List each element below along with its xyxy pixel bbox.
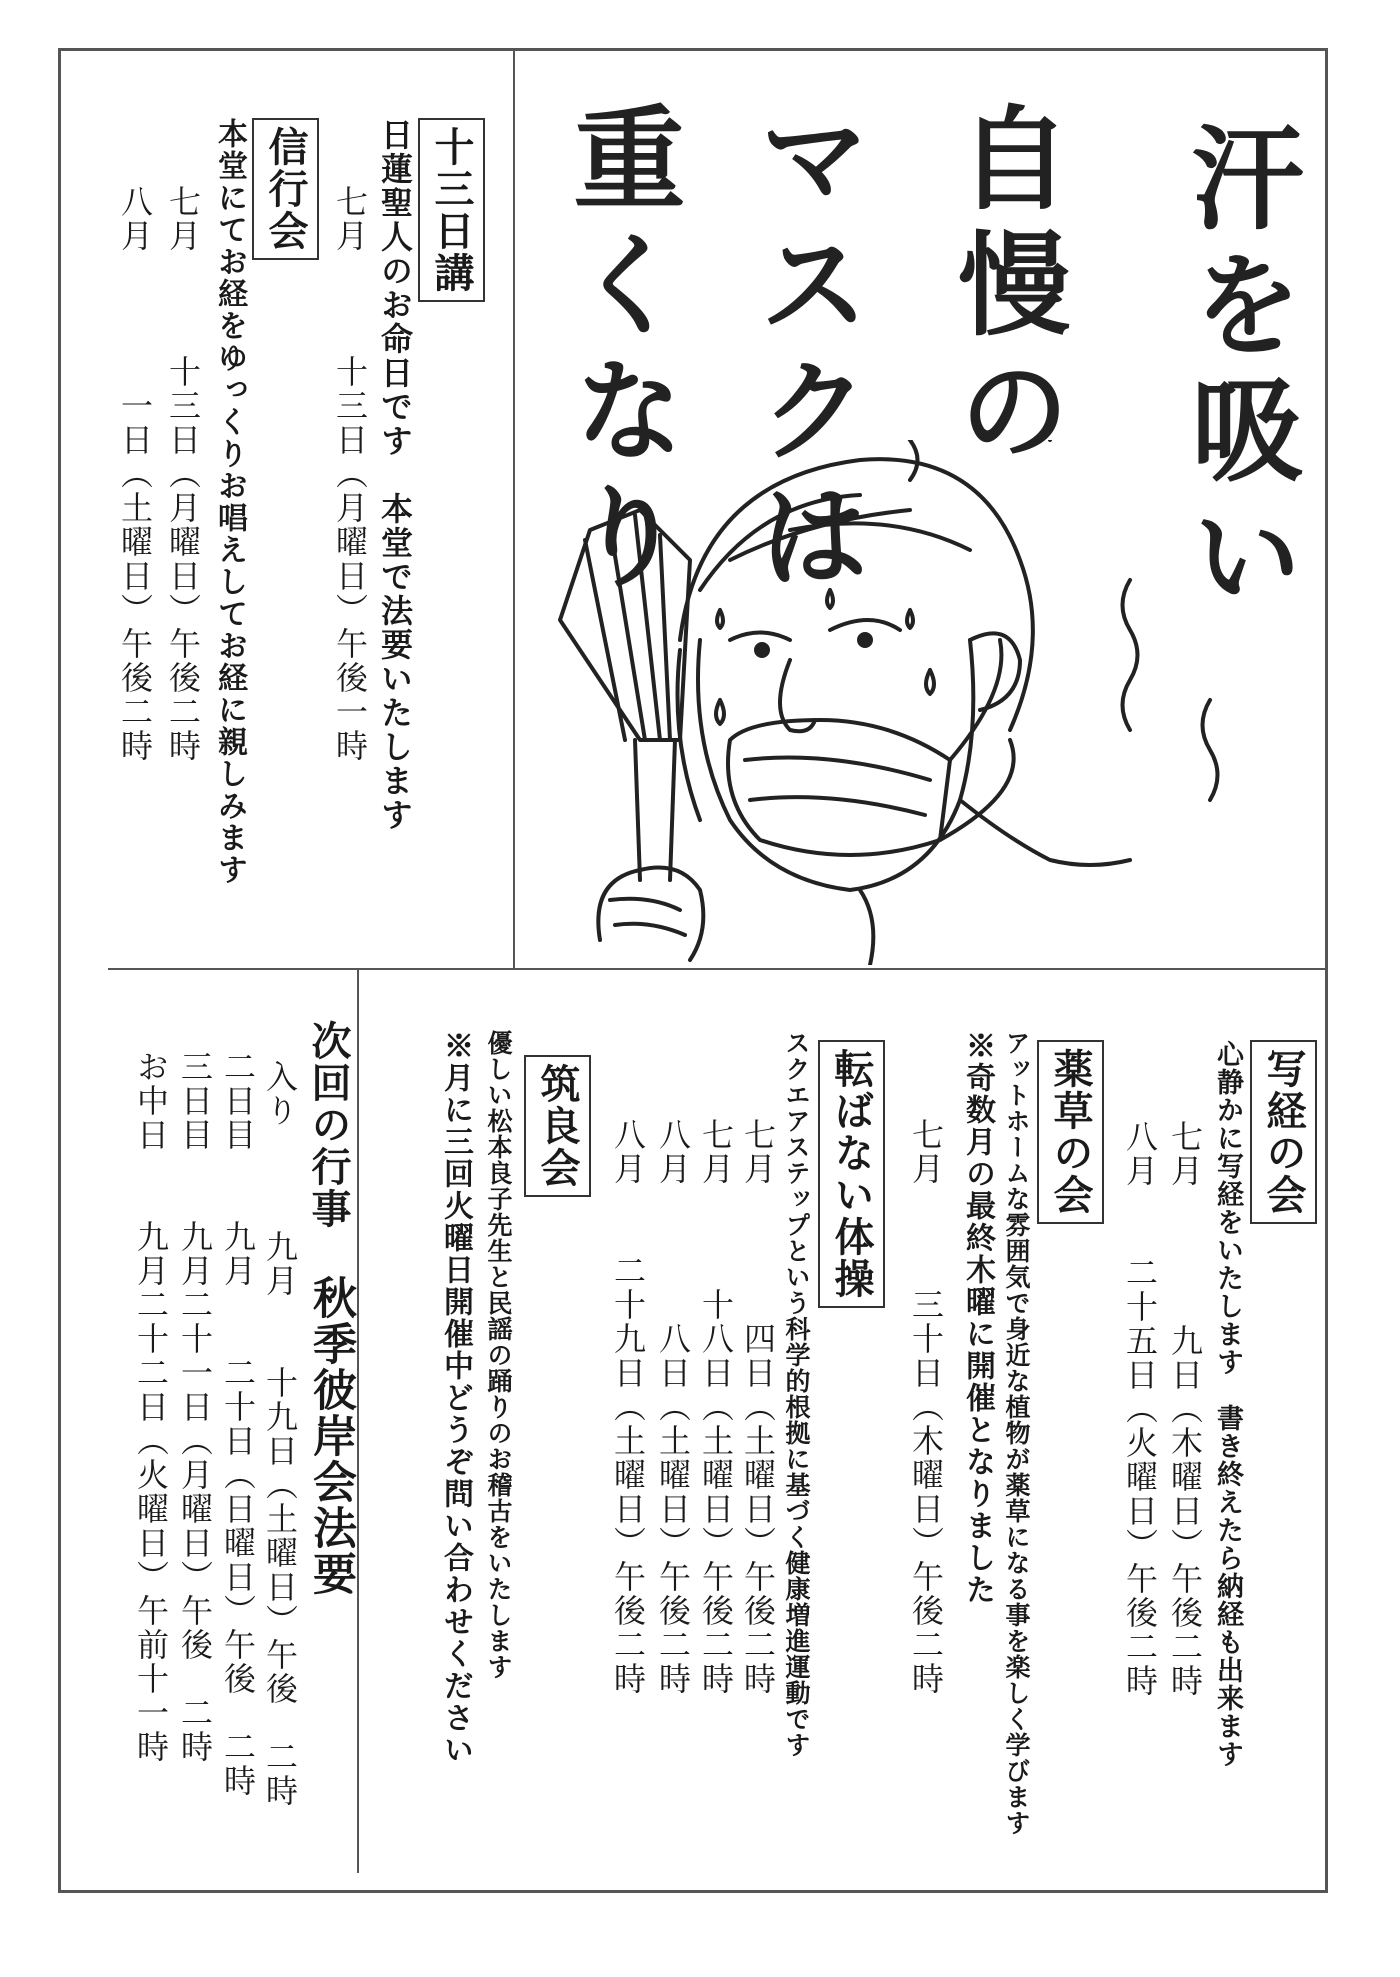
slogan-line-3: マスクは xyxy=(740,100,870,604)
jusan-nichi-ko-schedule: 七月 十三日（月曜日）午後一時 xyxy=(331,185,369,763)
next-event-schedule-1: 入り 九月 十九日（土曜日）午後 二時 xyxy=(261,1060,299,1808)
chikura-kai-description: 優しい松本良子先生と民謡の踊りのお稽古をいたします xyxy=(484,1030,513,1680)
shakyo-no-kai-schedule-2: 八月 二十五日（火曜日）午後二時 xyxy=(1121,1120,1159,1698)
shingyo-kai-title: 信行会 xyxy=(252,118,319,260)
korobanai-taiso-schedule-1: 七月 四日（土曜日）午後二時 xyxy=(739,1118,777,1696)
next-event-title: 次回の行事 xyxy=(305,1020,352,1230)
slogan-line-2: 自慢の xyxy=(940,100,1070,478)
chikura-kai-note: ※月に三回火曜日開催中どうぞ問い合わせください xyxy=(438,1030,473,1766)
korobanai-taiso-title: 転ばない体操 xyxy=(818,1040,885,1308)
divider-horizontal xyxy=(108,968,1326,970)
korobanai-taiso-schedule-4: 八月 二十九日（土曜日）午後二時 xyxy=(609,1118,647,1696)
korobanai-taiso-schedule-2: 七月 十八日（土曜日）午後二時 xyxy=(697,1118,735,1696)
yakuso-no-kai-schedule: 七月 三十日（木曜日）午後二時 xyxy=(907,1118,945,1696)
sweating-man-illustration xyxy=(530,440,1320,965)
yakuso-no-kai-description: アットホームな雰囲気で身近な植物が薬草になる事を楽しく学びます xyxy=(1002,1030,1031,1836)
yakuso-no-kai-note: ※奇数月の最終木曜に開催となりました xyxy=(960,1030,995,1606)
shingyo-kai-description: 本堂にてお経をゆっくりお唱えしてお経に親しみます xyxy=(212,118,247,886)
slogan-line-1: 汗を吸い xyxy=(1173,120,1303,624)
shakyo-no-kai-schedule-1: 七月 九日（木曜日）午後二時 xyxy=(1166,1120,1204,1698)
divider-vertical-top xyxy=(513,50,515,970)
next-event-schedule-3: 三日目 九月二十一日（月曜日）午後 二時 xyxy=(176,1050,214,1764)
jusan-nichi-ko-description: 日蓮聖人のお命日です 本堂で法要いたします xyxy=(376,118,414,832)
shingyo-kai-schedule-1: 七月 十三日（月曜日）午後二時 xyxy=(164,185,202,763)
korobanai-taiso-schedule-3: 八月 八日（土曜日）午後二時 xyxy=(654,1118,692,1696)
slogan-line-4: 重くなり xyxy=(555,100,685,604)
next-event-schedule-2: 二日目 九月 二十日（日曜日）午後 二時 xyxy=(219,1050,257,1798)
shakyo-no-kai-title: 写経の会 xyxy=(1250,1040,1317,1224)
jusan-nichi-ko-title: 十三日講 xyxy=(418,118,485,302)
shingyo-kai-schedule-2: 八月 一日（土曜日）午後二時 xyxy=(116,185,154,763)
chikura-kai-title: 筑良会 xyxy=(524,1055,591,1197)
korobanai-taiso-description: スクエアステップという科学的根拠に基づく健康増進運動です xyxy=(782,1030,811,1758)
next-event-schedule-4: お中日 九月二十二日（火曜日）午前十一時 xyxy=(132,1050,170,1764)
shakyo-no-kai-description: 心静かに写経をいたします 書き終えたら納経も出来ます xyxy=(1212,1040,1243,1768)
next-event-subtitle: 秋季彼岸会法要 xyxy=(305,1275,356,1597)
yakuso-no-kai-title: 薬草の会 xyxy=(1037,1040,1104,1224)
